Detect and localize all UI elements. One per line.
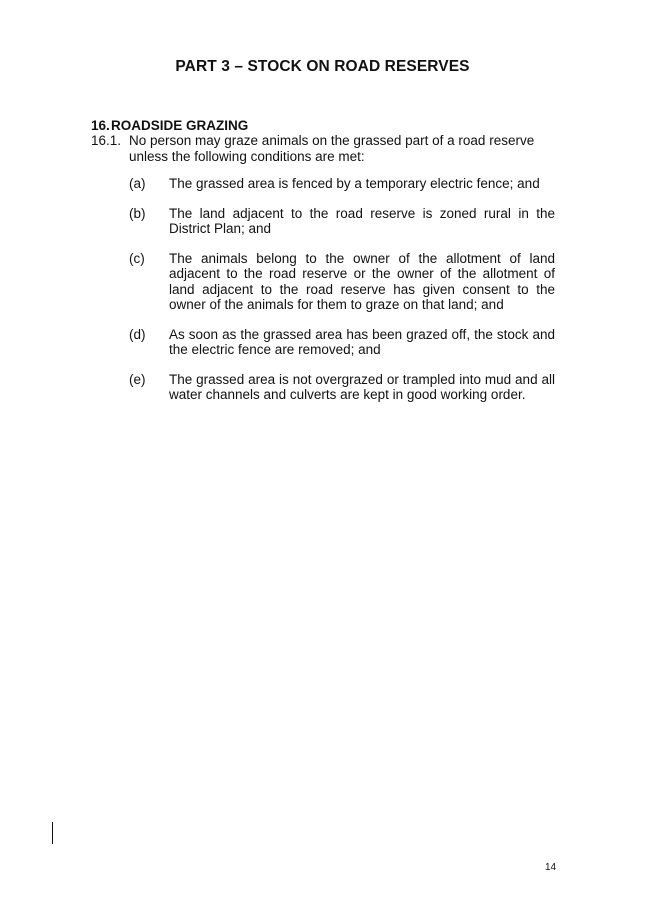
item-text: The animals belong to the owner of the allotment of land adjacent to the road reserve or the owner of the allotment of land adjacent to the road reserve has given consent to the owner of the animals for them to graze on that land; and	[169, 250, 555, 312]
item-text: As soon as the grassed area has been grazed off, the stock and the electric fence are removed; and	[169, 326, 555, 357]
item-label: (e)	[129, 371, 146, 387]
condition-list	[129, 176, 555, 417]
item-label: (c)	[129, 250, 145, 266]
list-item	[129, 176, 555, 192]
list-item	[129, 372, 555, 403]
list-item	[129, 206, 555, 237]
section-heading	[91, 118, 248, 133]
item-text: The land adjacent to the road reserve is zoned rural in the District Plan; and	[169, 205, 555, 236]
item-label: (d)	[129, 326, 146, 342]
section-title: ROADSIDE GRAZING	[111, 118, 249, 133]
clause-text: No person may graze animals on the grassed part of a road reserve unless the following conditions are met:	[129, 133, 535, 164]
section-number: 16.	[91, 118, 110, 133]
list-item	[129, 327, 555, 358]
list-item	[129, 251, 555, 313]
item-label: (a)	[129, 176, 146, 191]
item-text: The grassed area is fenced by a temporary electric fence; and	[169, 176, 540, 191]
page-number: 14	[545, 862, 557, 873]
item-label: (b)	[129, 205, 146, 221]
clause-number: 16.1.	[91, 133, 122, 148]
clause	[91, 133, 555, 165]
change-bar	[52, 822, 53, 844]
part-title: PART 3 – STOCK ON ROAD RESERVES	[175, 58, 470, 75]
item-text: The grassed area is not overgrazed or trampled into mud and all water channels and culverts are kept in good working order.	[169, 371, 555, 402]
